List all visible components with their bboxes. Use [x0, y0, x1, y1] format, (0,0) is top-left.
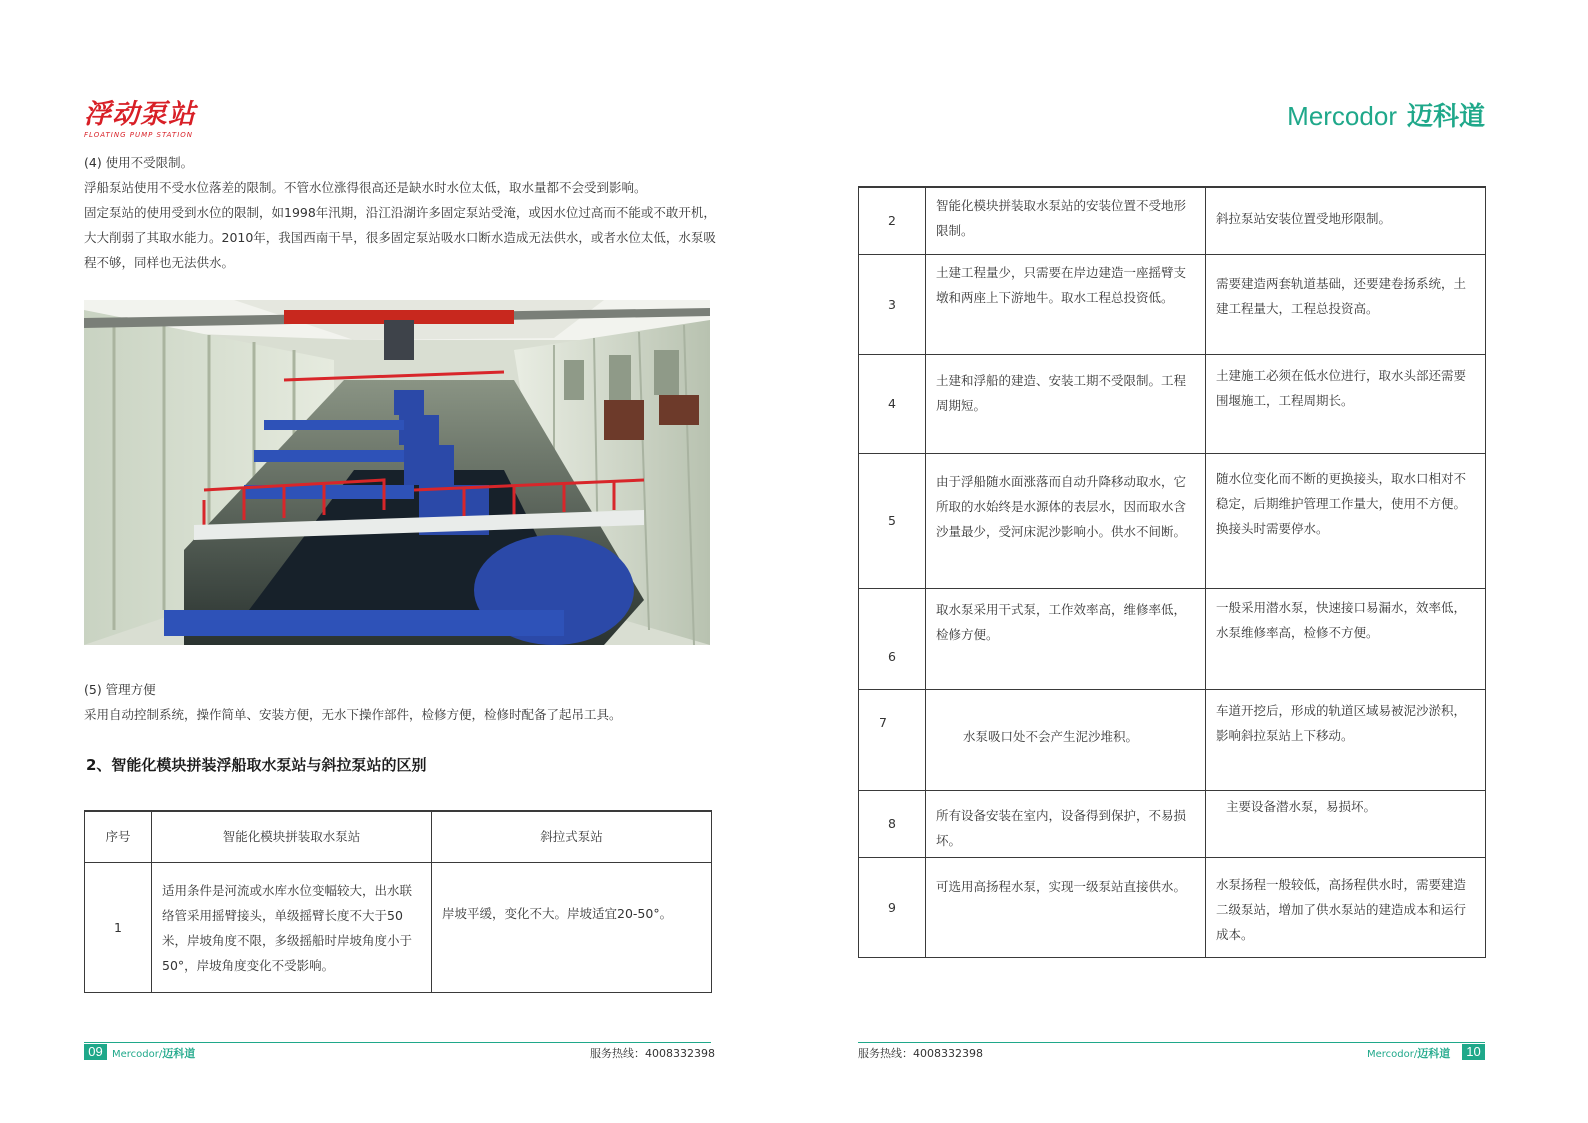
footer-brand-right [1367, 1045, 1450, 1061]
inclined-cell: 需要建造两套轨道基础，还要建卷扬系统，土建工程量大，工程总投资高。 [1206, 254, 1486, 354]
page-number-right: 10 [1462, 1044, 1485, 1060]
modular-cell: 适用条件是河流或水库水位变幅较大，出水联络管采用摇臂接头，单级摇臂长度不大于50米，岸坡角度不限，多级摇船时岸坡角度小于50°，岸坡角度变化不受影响。 [152, 862, 432, 992]
footer-rule-right [858, 1042, 1485, 1043]
table-row [859, 254, 1486, 354]
modular-cell: 可选用高扬程水泵，实现一级泵站直接供水。 [926, 857, 1206, 957]
row-number: 8 [859, 790, 926, 857]
table-row [859, 187, 1486, 254]
footer-brand-en: Mercodor [1367, 1049, 1414, 1060]
logo-cn-text: 浮动泵站 [84, 99, 196, 130]
modular-cell: 土建工程量少，只需要在岸边建造一座摇臂支墩和两座上下游地牛。取水工程总投资低。 [926, 254, 1206, 354]
modular-cell: 取水泵采用干式泵，工作效率高，维修率低，检修方便。 [926, 588, 1206, 689]
header-inclined: 斜拉式泵站 [432, 811, 712, 862]
floating-pump-station-logo [84, 100, 196, 139]
modular-cell: 所有设备安装在室内，设备得到保护，不易损坏。 [926, 790, 1206, 857]
section4-title: (4) 使用不受限制。 [84, 155, 194, 170]
company-en: Mercodor [1287, 101, 1397, 131]
mercodor-logo [1287, 101, 1485, 132]
section5-para1: 采用自动控制系统，操作简单、安装方便，无水下操作部件，检修方便，检修时配备了起吊工具。 [84, 707, 622, 722]
inclined-cell: 一般采用潜水泵，快速接口易漏水，效率低，水泵维修率高，检修不方便。 [1206, 588, 1486, 689]
row-number: 3 [859, 254, 926, 354]
table-row [859, 453, 1486, 588]
header-no: 序号 [85, 811, 152, 862]
inclined-cell: 土建施工必须在低水位进行，取水头部还需要围堰施工，工程周期长。 [1206, 354, 1486, 453]
row-number: 4 [859, 354, 926, 453]
comparison-table-part2 [858, 186, 1486, 958]
table-row [859, 689, 1486, 790]
footer-brand-cn: 迈科道 [1417, 1047, 1451, 1060]
section5-title: (5) 管理方便 [84, 682, 156, 697]
table-row [859, 354, 1486, 453]
footer-hotline-right: 服务热线：4008332398 [858, 1047, 983, 1060]
inclined-cell: 斜拉泵站安装位置受地形限制。 [1206, 187, 1486, 254]
footer-brand-left [112, 1045, 195, 1061]
inclined-cell: 岸坡平缓，变化不大。岸坡适宜20-50°。 [432, 862, 712, 992]
row-number: 9 [859, 857, 926, 957]
pump-station-interior-photo [84, 300, 710, 645]
footer-brand-cn: 迈科道 [162, 1047, 196, 1060]
inclined-cell: 水泵扬程一般较低，高扬程供水时，需要建造二级泵站，增加了供水泵站的建造成本和运行成本。 [1206, 857, 1486, 957]
inclined-cell: 主要设备潜水泵，易损坏。 [1206, 790, 1486, 857]
section4-para2-line1: 固定泵站的使用受到水位的限制，如1998年汛期，沿江沿湖许多固定泵站受淹，或因水位过高而不能或不敢开机， [84, 205, 716, 220]
footer-rule-left [84, 1042, 711, 1043]
row-number: 1 [85, 862, 152, 992]
table-row [859, 857, 1486, 957]
inclined-cell: 随水位变化而不断的更换接头，取水口相对不稳定，后期维护管理工作量大，使用不方便。换接头时需要停水。 [1206, 453, 1486, 588]
logo-en-text: FLOATING PUMP STATION [84, 131, 193, 139]
company-cn: 迈科道 [1406, 102, 1485, 132]
footer-hotline-left: 服务热线：4008332398 [590, 1047, 715, 1060]
footer-brand-separator: / [158, 1049, 163, 1060]
inclined-cell: 车道开挖后，形成的轨道区域易被泥沙淤积，影响斜拉泵站上下移动。 [1206, 689, 1486, 790]
section4-para2-line3: 程不够，同样也无法供水。 [84, 255, 235, 270]
table-row [85, 862, 712, 992]
modular-cell: 由于浮船随水面涨落而自动升降移动取水，它所取的水始终是水源体的表层水，因而取水含沙量最少，受河床泥沙影响小。供水不间断。 [926, 453, 1206, 588]
modular-cell: 水泵吸口处不会产生泥沙堆积。 [926, 689, 1206, 790]
modular-cell: 智能化模块拼装取水泵站的安装位置不受地形限制。 [926, 187, 1206, 254]
modular-cell: 土建和浮船的建造、安装工期不受限制。工程周期短。 [926, 354, 1206, 453]
row-number: 6 [859, 588, 926, 689]
section4-para2-line2: 大大削弱了其取水能力。2010年，我国西南干旱，很多固定泵站吸水口断水造成无法供水，或者水位太低，水泵吸 [84, 230, 716, 245]
row-number: 5 [859, 453, 926, 588]
footer-brand-en: Mercodor [112, 1049, 159, 1060]
comparison-heading: 2、智能化模块拼装浮船取水泵站与斜拉泵站的区别 [86, 756, 427, 774]
comparison-table-part1 [84, 810, 712, 993]
table-row [859, 790, 1486, 857]
header-modular: 智能化模块拼装取水泵站 [152, 811, 432, 862]
footer-brand-separator: / [1413, 1049, 1418, 1060]
page-number-left: 09 [84, 1044, 107, 1060]
row-number: 7 [859, 689, 926, 790]
row-number: 2 [859, 187, 926, 254]
table-header-row [85, 811, 712, 862]
table-row [859, 588, 1486, 689]
section4-para1: 浮船泵站使用不受水位落差的限制。不管水位涨得很高还是缺水时水位太低，取水量都不会受到影响。 [84, 180, 647, 195]
